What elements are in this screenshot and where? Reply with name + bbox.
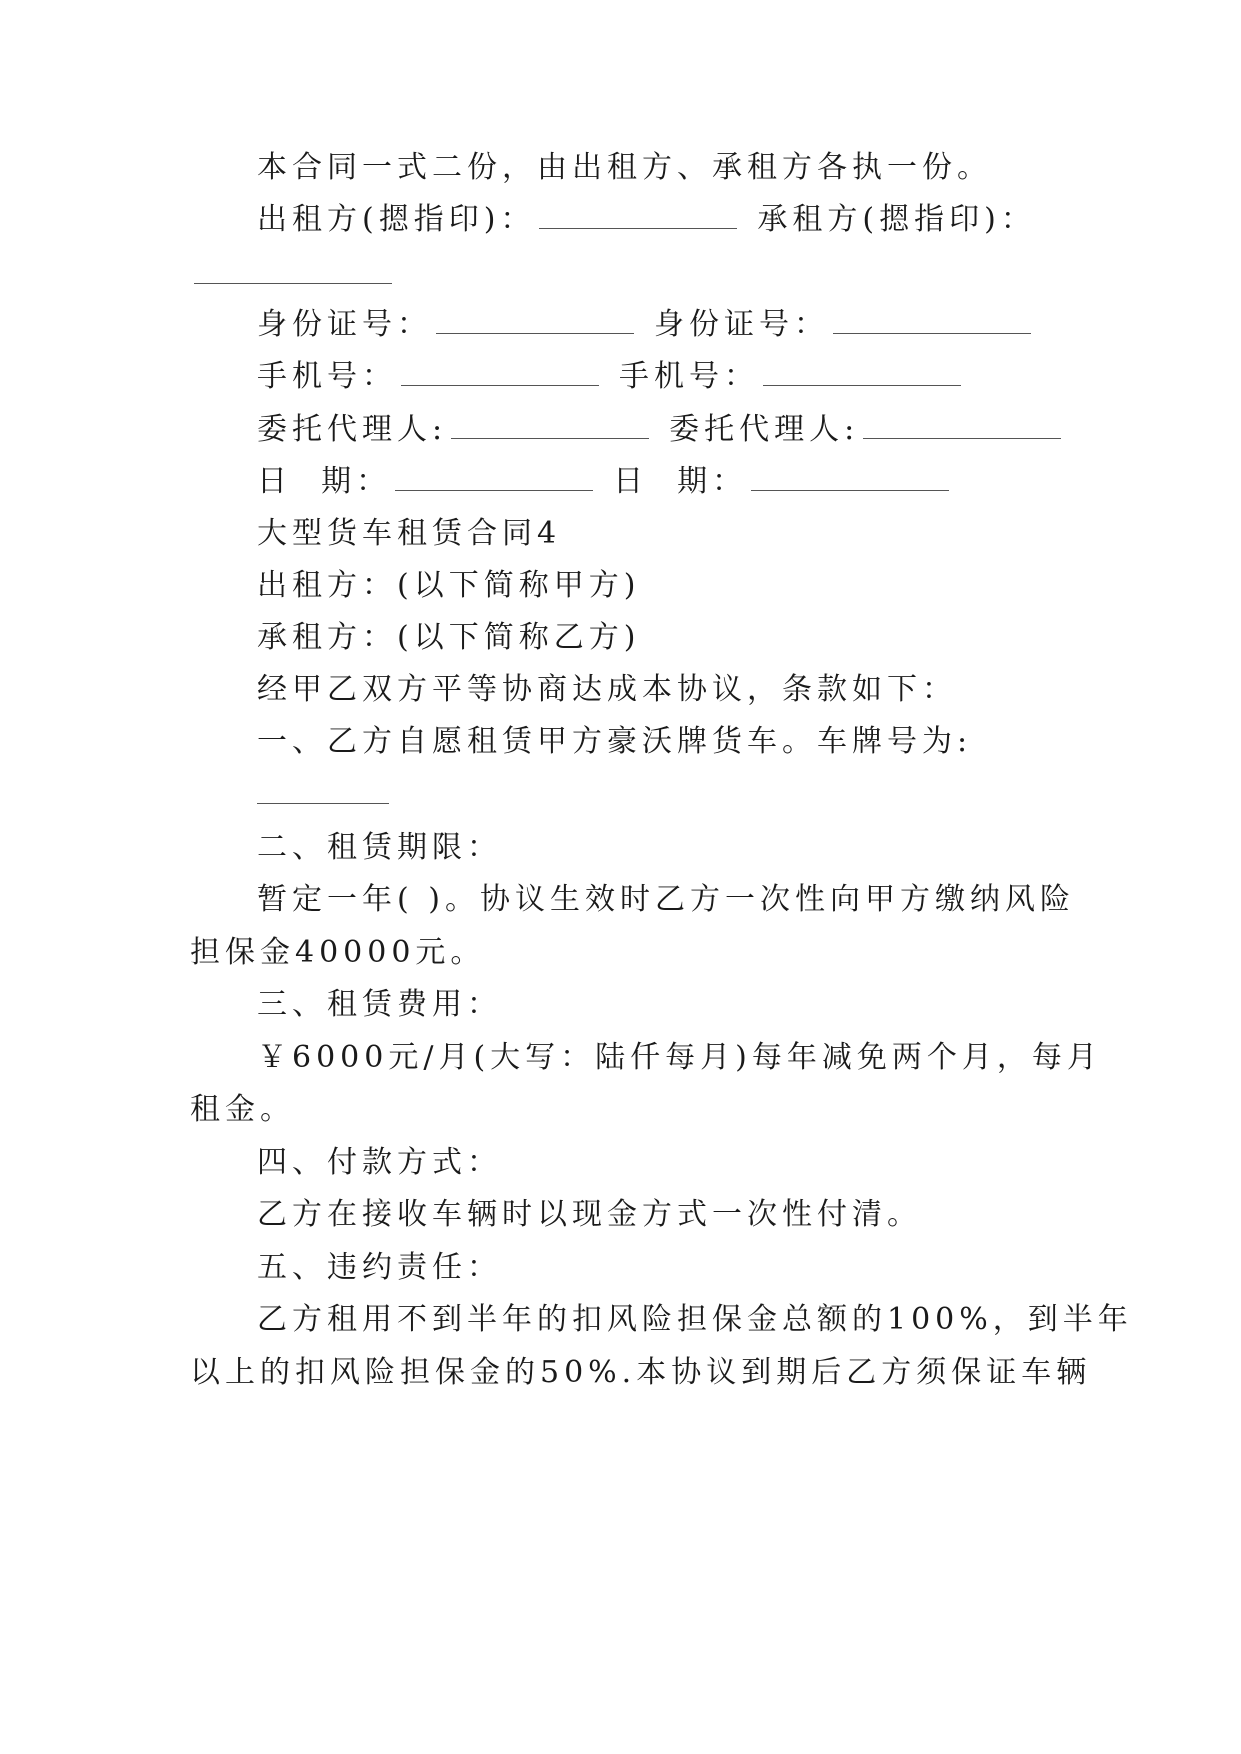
contract-title: 大型货车租赁合同4 [257, 516, 562, 551]
clause-3-text-cont: 租金。 [190, 1092, 295, 1127]
lessee-phone-blank [763, 359, 961, 386]
clause-5-text-cont: 以上的扣风险担保金的50%.本协议到期后乙方须保证车辆 [190, 1355, 1092, 1390]
lessee-signature-blank-line [190, 255, 398, 295]
clause-4-heading: 四、付款方式： [257, 1145, 502, 1180]
lessee-agent-blank [863, 412, 1061, 439]
intro-line: 经甲乙双方平等协商达成本协议，条款如下： [257, 672, 957, 707]
lessee-id-label: 身份证号： [654, 307, 829, 342]
clause-5-heading: 五、违约责任： [257, 1250, 502, 1285]
lessee-id-blank [833, 307, 1031, 334]
paragraph-copies: 本合同一式二份，由出租方、承租方各执一份。 [257, 150, 992, 185]
lessee-signature-blank [194, 257, 392, 284]
date-line [257, 462, 955, 502]
lessor-phone-blank [401, 359, 599, 386]
lessor-id-blank [436, 307, 634, 334]
clause-4-text: 乙方在接收车辆时以现金方式一次性付清。 [257, 1197, 922, 1232]
lessee-line: 承租方：(以下简称乙方) [257, 620, 641, 655]
lessee-thumb-label: 承租方(摁指印)： [757, 202, 1036, 237]
lessee-phone-label: 手机号： [619, 359, 759, 394]
agent-line [257, 410, 1067, 450]
lessor-phone-label: 手机号： [257, 359, 397, 394]
lessor-signature-blank [539, 202, 737, 229]
lessee-agent-label: 委托代理人: [669, 412, 860, 447]
clause-2-text: 暂定一年( )。协议生效时乙方一次性向甲方缴纳风险 [257, 882, 1075, 917]
lessor-thumb-label: 出租方(摁指印)： [257, 202, 536, 237]
clause-3-heading: 三、租赁费用： [257, 987, 502, 1022]
lessor-agent-label: 委托代理人: [257, 412, 448, 447]
clause-3-text: ￥6000元/月(大写：陆仟每月)每年减免两个月，每月 [257, 1040, 1102, 1075]
lessee-date-label: 日 期： [613, 464, 748, 499]
lessor-agent-blank [451, 412, 649, 439]
lessor-date-label: 日 期： [257, 464, 392, 499]
clause-2-heading: 二、租赁期限： [257, 830, 502, 865]
signature-thumbprint-line [257, 200, 1036, 240]
lessor-id-label: 身份证号： [257, 307, 432, 342]
clause-5-text: 乙方租用不到半年的扣风险担保金总额的100%，到半年 [257, 1302, 1133, 1337]
plate-number-blank [257, 777, 389, 804]
plate-number-blank-line [257, 775, 395, 815]
lessor-line: 出租方：(以下简称甲方) [257, 568, 641, 603]
phone-line [257, 357, 967, 397]
clause-1: 一、乙方自愿租赁甲方豪沃牌货车。车牌号为: [257, 724, 973, 759]
lessee-date-blank [751, 464, 949, 491]
clause-2-text-cont: 担保金40000元。 [190, 935, 486, 970]
lessor-date-blank [395, 464, 593, 491]
id-number-line [257, 305, 1037, 345]
